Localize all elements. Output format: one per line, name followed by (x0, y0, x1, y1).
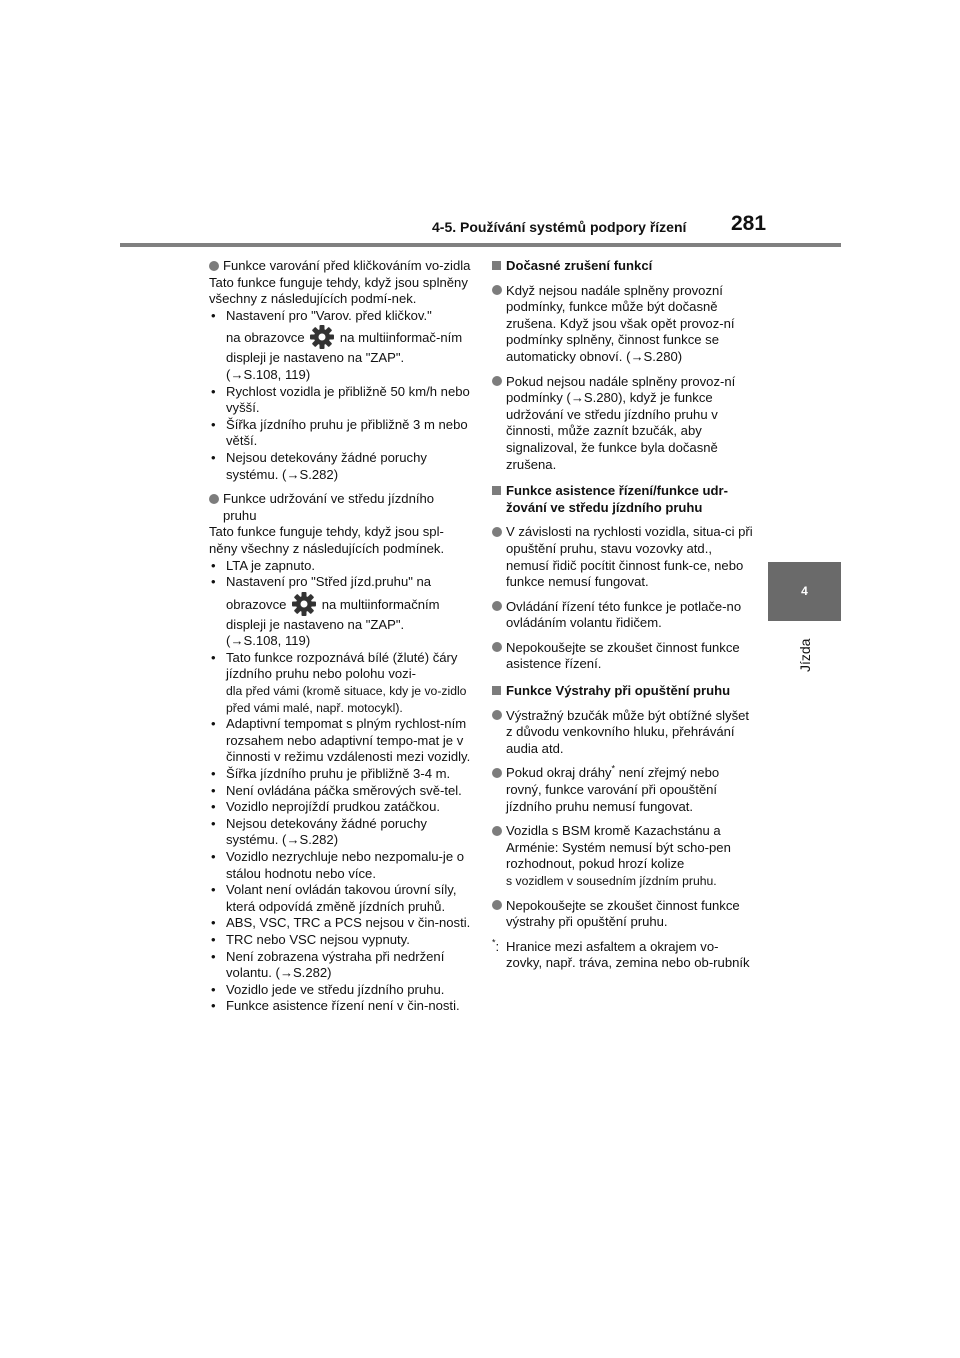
square-bullet-icon (492, 486, 501, 495)
list-item: • Není ovládána páčka směrových svě-tel. (209, 783, 471, 800)
footnote: *: Hranice mezi asfaltem a okrajem vo-zovky, např. tráva, zemina nebo ob-rubník (492, 937, 750, 971)
list-item: • Není zobrazena výstraha při nedržení volantu. (→S.282) (209, 949, 471, 982)
list-item: • Vozidlo neprojíždí prudkou zatáčkou. (209, 799, 471, 816)
circle-bullet-icon (492, 710, 502, 720)
note-item: Výstražný bzučák může být obtížné slyšet z důvodu venkovního hluku, přehrávání audia atd. (492, 708, 754, 758)
square-bullet-icon (492, 261, 501, 270)
list-item: • Vozidlo nezrychluje nebo nezpomalu-je o stálou hodnotu nebo více. (209, 849, 471, 882)
note-item: Pokud nejsou nadále splněny provoz-ní podmínky (→S.280), když je funkce udržování ve středu jízdního pruhu v činnosti, může zaznít bzučák, aby signalizoval, že funkce byla dočasně zrušena. (492, 374, 754, 474)
list-item: • Adaptivní tempomat s plným rychlost-ním rozsahem nebo adaptivní tempo-mat je v činnosti v režimu vzdálenosti mezi vozidly. (209, 716, 471, 766)
chapter-tab (768, 562, 841, 621)
subheading-lane-departure-alert: Funkce Výstrahy při opuštění pruhu (492, 683, 754, 700)
list-item: • LTA je zapnuto. (209, 558, 471, 575)
gear-icon (291, 591, 317, 617)
circle-bullet-icon (492, 527, 502, 537)
list-item: • Tato funkce rozpoznává bílé (žluté) čáry jízdního pruhu nebo polohu vozi- dla před vámi (kromě situace, kdy je vo-zidlo před vámi malé, např. motocykl). (209, 650, 471, 716)
circle-bullet-icon (492, 642, 502, 652)
list-item: • Funkce asistence řízení není v čin-nosti. (209, 998, 471, 1015)
list-item: • Vozidlo jede ve středu jízdního pruhu. (209, 982, 471, 999)
list-item: • Nastavení pro "Varov. před kličkov." na obrazovce na multiinformač-ním displeji je nastaveno na "ZAP". (→S.108, 119) (209, 308, 471, 384)
list-item: • Nejsou detekovány žádné poruchy systému. (→S.282) (209, 816, 471, 849)
note-item: Vozidla s BSM kromě Kazachstánu a Arménie: Systém nemusí být scho-pen rozhodnout, pokud hrozí kolize s vozidlem v sousedním jízdním pruhu. (492, 823, 754, 889)
page-number: 281 (731, 212, 767, 235)
list-item: • Šířka jízdního pruhu je přibližně 3 m nebo větší. (209, 417, 471, 450)
note-item: V závislosti na rychlosti vozidla, situa-ci při opuštění pruhu, stavu vozovky atd., nemusí řidič pocítit činnost funk-ce, nebo funkce nemusí fungovat. (492, 524, 754, 590)
list-item: • Šířka jízdního pruhu je přibližně 3-4 m. (209, 766, 471, 783)
paragraph: Tato funkce funguje tehdy, když jsou splněny všechny z následujících podmí-nek. (209, 274, 468, 307)
conditions-list-centering (209, 558, 471, 1015)
note-item: Nepokoušejte se zkoušet činnost funkce asistence řízení. (492, 640, 754, 673)
circle-bullet-icon (492, 768, 502, 778)
conditions-list-weaving (209, 308, 471, 483)
header-rule (120, 243, 841, 247)
square-bullet-icon (492, 686, 501, 695)
left-column (209, 252, 471, 1015)
chapter-side-label-text: Jízda (797, 638, 813, 672)
footnote-mark: * (611, 764, 616, 775)
circle-bullet-icon (209, 494, 219, 504)
paragraph: Tato funkce funguje tehdy, když jsou spl-něny všechny z následujících podmínek. (209, 524, 445, 556)
heading-weaving-alert: Funkce varování před kličkováním vo-zidla (209, 258, 471, 275)
circle-bullet-icon (492, 376, 502, 386)
list-item: • ABS, VSC, TRC a PCS nejsou v čin-nosti. (209, 915, 471, 932)
note-item: Když nejsou nadále splněny provozní podmínky, funkce může být dočasně zrušena. Když jsou však opět provoz-ní podmínky splněny, činnost funkce se automaticky obnoví. (→S.280) (492, 283, 754, 366)
list-item: • Volant není ovládán takovou úrovní síly, která odpovídá změně jízdních pruhů. (209, 882, 471, 915)
section-title: 4-5. Používání systémů podpory řízení (432, 219, 687, 235)
list-item: • Nastavení pro "Střed jízd.pruhu" na obrazovce na multiinformačním displeji je nastaveno na "ZAP". (→S.108, 119) (209, 574, 471, 650)
circle-bullet-icon (492, 900, 502, 910)
chapter-side-label (784, 632, 824, 672)
subheading-steering-assist: Funkce asistence řízení/funkce udr-žování ve středu jízdního pruhu (492, 483, 754, 516)
subheading-temporary-cancel: Dočasné zrušení funkcí (492, 258, 754, 275)
list-item: • TRC nebo VSC nejsou vypnuty. (209, 932, 471, 949)
heading-lane-centering: Funkce udržování ve středu jízdního pruhu (209, 491, 471, 524)
right-column (492, 252, 754, 972)
note-item: Ovládání řízení této funkce je potlače-no ovládáním volantu řidičem. (492, 599, 754, 632)
list-item: • Rychlost vozidla je přibližně 50 km/h nebo vyšší. (209, 384, 471, 417)
circle-bullet-icon (492, 285, 502, 295)
gear-icon (309, 324, 335, 350)
circle-bullet-icon (492, 601, 502, 611)
chapter-tab-number: 4 (801, 584, 808, 598)
note-item: Nepokoušejte se zkoušet činnost funkce výstrahy při opuštění pruhu. (492, 898, 754, 931)
circle-bullet-icon (492, 826, 502, 836)
note-item: Pokud okraj dráhy* není zřejmý nebo rovný, funkce varování při opouštění jízdního pruhu nemusí fungovat. (492, 765, 754, 815)
list-item: • Nejsou detekovány žádné poruchy systému. (→S.282) (209, 450, 471, 483)
circle-bullet-icon (209, 261, 219, 271)
